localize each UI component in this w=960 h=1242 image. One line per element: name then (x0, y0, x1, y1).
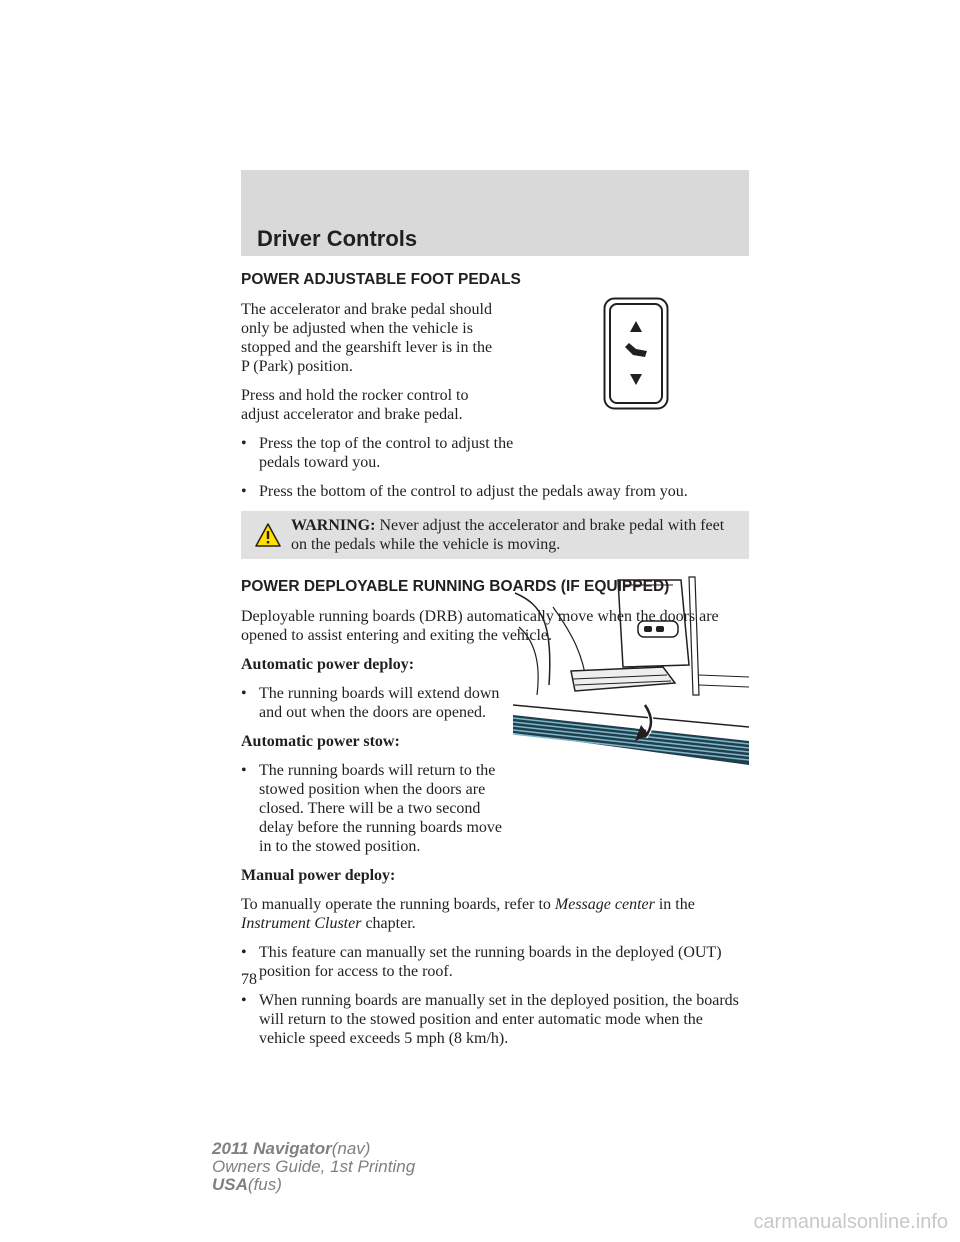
bullet-glyph: • (241, 944, 247, 961)
footer-model-code: (nav) (331, 1139, 371, 1158)
manual-deploy-paragraph (241, 895, 749, 933)
print-footer (212, 1140, 415, 1194)
warning-triangle-icon (255, 523, 281, 547)
manual-bullet-speed (241, 991, 749, 1048)
bullet-glyph: • (241, 435, 247, 452)
footer-market-code: (fus) (247, 1175, 282, 1194)
boards-section-heading: POWER DEPLOYABLE RUNNING BOARDS (IF EQUIPPED) (241, 578, 670, 595)
chapter-title: Driver Controls (257, 226, 418, 251)
bullet-glyph: • (241, 685, 247, 702)
pedals-intro-paragraph: The accelerator and brake pedal should only be adjusted when the vehicle is stopped and the gearshift lever is in the P (Park) position. (241, 301, 493, 375)
bullet-text: This feature can manually set the running boards in the deployed (OUT) position for access to the roof. (259, 944, 722, 980)
watermark: carmanualsonline.info (753, 1211, 948, 1233)
warning-label: WARNING: (291, 517, 376, 534)
auto-stow-label: Automatic power stow: (241, 733, 400, 750)
warning-body: Never adjust the accelerator and brake pedal with feet on the pedals while the vehicle is moving. (291, 517, 725, 553)
pedals-section-heading: POWER ADJUSTABLE FOOT PEDALS (241, 271, 521, 288)
chapter-header-band (241, 170, 749, 256)
bullet-text: The running boards will extend down and out when the doors are opened. (259, 685, 500, 721)
manual-deploy-label: Manual power deploy: (241, 867, 396, 884)
manual-text-after: chapter. (361, 915, 416, 932)
footer-line-3 (212, 1176, 415, 1194)
manual-text-before: To manually operate the running boards, refer to (241, 896, 555, 913)
warning-text (291, 516, 735, 554)
auto-stow-bullet (241, 761, 511, 856)
bullet-text: Press the bottom of the control to adjust the pedals away from you. (259, 483, 688, 500)
bullet-glyph: • (241, 762, 247, 779)
footer-line-2: Owners Guide, 1st Printing (212, 1157, 416, 1176)
bullet-glyph: • (241, 483, 247, 500)
page-number: 78 (241, 971, 257, 988)
manual-bullet-roof (241, 943, 749, 981)
message-center-reference: Message center (554, 896, 655, 913)
bullet-glyph: • (241, 992, 247, 1009)
bullet-text: Press the top of the control to adjust the pedals toward you. (259, 435, 514, 471)
footer-market: USA (212, 1175, 248, 1194)
bullet-text: When running boards are manually set in the deployed position, the boards will return to the stowed position and enter automatic mode when the vehicle speed exceeds 5 mph (8 km/h). (259, 992, 739, 1047)
bullet-text: The running boards will return to the stowed position when the doors are closed. There will be a two second delay before the running boards move in to the stowed position. (259, 762, 503, 855)
footer-line-1 (212, 1140, 415, 1158)
boards-intro-paragraph: Deployable running boards (DRB) automatically move when the doors are opened to assist entering and exiting the vehicle. (241, 608, 719, 644)
auto-deploy-bullet (241, 684, 511, 722)
footer-model: 2011 Navigator (212, 1139, 332, 1158)
pedals-instruction-paragraph: Press and hold the rocker control to adjust accelerator and brake pedal. (241, 387, 469, 423)
pedals-bullet-away (241, 482, 749, 501)
manual-text-mid: in the (654, 896, 695, 913)
auto-deploy-label: Automatic power deploy: (241, 656, 415, 673)
pedals-bullet-toward (241, 434, 521, 472)
page-content (241, 270, 749, 1048)
instrument-cluster-reference: Instrument Cluster (241, 915, 362, 932)
warning-box (241, 511, 749, 559)
